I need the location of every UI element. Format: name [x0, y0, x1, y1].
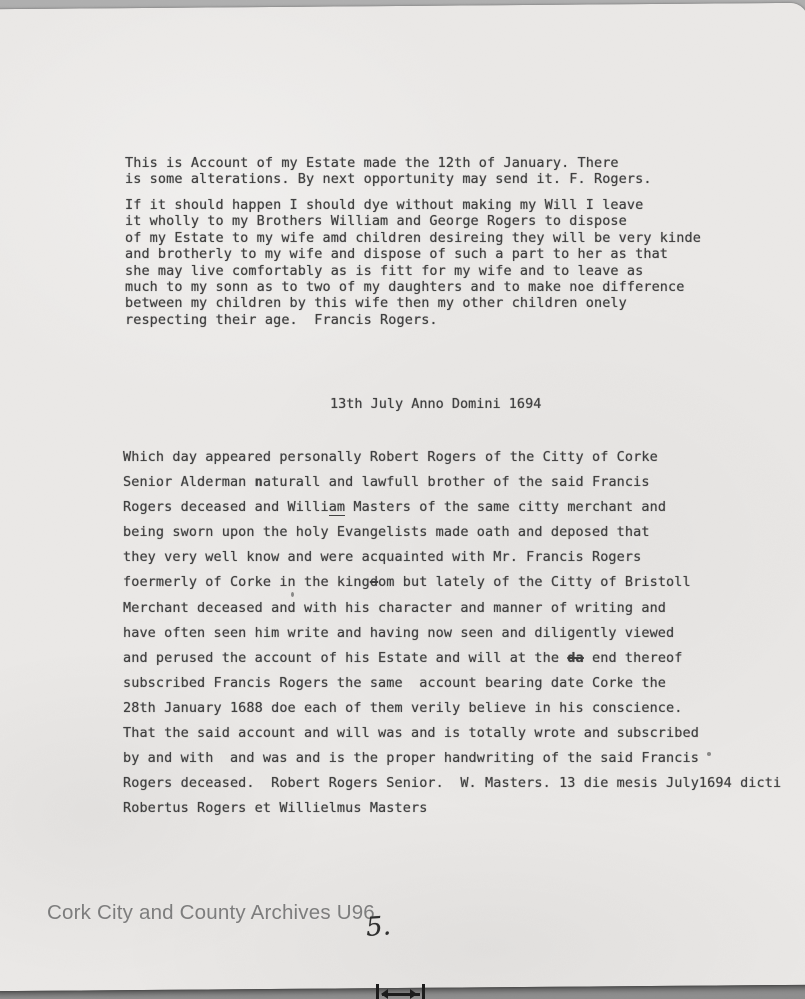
typed-line: Robertus Rogers et Willielmus Masters	[123, 800, 428, 817]
typed-line: Which day appeared personally Robert Rogers of the Citty of Corke	[123, 449, 658, 465]
ruler-arrow-icon	[376, 984, 428, 999]
typed-line: of my Estate to my wife amd children desireing they will be very kinde	[125, 229, 701, 246]
typed-line: being sworn upon the holy Evangelists made oath and deposed that	[123, 524, 650, 541]
typed-line: Merchant deceased and with his character and manner of writing and	[123, 599, 667, 616]
typed-line: If it should happen I should dye without making my Will I leave	[125, 197, 644, 213]
typed-line: subscribed Francis Rogers the same account bearing date Corke the	[123, 674, 667, 691]
typed-line: she may live comfortably as is fitt for my wife and to leave as	[125, 262, 644, 279]
probate-paragraph	[123, 445, 781, 821]
typed-line: That the said account and will was and is totally wrote and subscribed	[123, 725, 699, 742]
typed-line: foermerly of Corke in the kingdom but lately of the Citty of Bristoll	[123, 574, 691, 591]
typed-line: Senior Alderman naturall and lawfull brother of the said Francis	[123, 474, 650, 491]
will-paragraph	[125, 197, 701, 328]
typed-line: and perused the account of his Estate and will at the da end thereof	[123, 649, 683, 666]
date-heading: 13th July Anno Domini 1694	[330, 396, 542, 412]
typed-line: much to my sonn as to two of my daughters and to make noe difference	[125, 279, 685, 296]
typed-line: they very well know and were acquainted with Mr. Francis Rogers	[123, 549, 642, 566]
estate-note-paragraph	[125, 155, 652, 188]
typed-line: 28th January 1688 doe each of them verily believe in his conscience.	[123, 699, 683, 716]
typed-line: it wholly to my Brothers William and George Rogers to dispose	[125, 213, 627, 230]
typed-line: respecting their age. Francis Rogers.	[125, 311, 438, 328]
typed-line: This is Account of my Estate made the 12th of January. There	[125, 155, 619, 171]
typed-line: by and with and was and is the proper handwriting of the said Francis	[123, 750, 699, 767]
typed-line: Rogers deceased and William Masters of the same citty merchant and	[123, 499, 667, 516]
archive-watermark: Cork City and County Archives U96	[47, 901, 375, 924]
typed-line: and brotherly to my wife and dispose of such a part to her as that	[125, 246, 669, 263]
typed-line: between my children by this wife then my other children onely	[125, 295, 627, 312]
typed-line: Rogers deceased. Robert Rogers Senior. W. Masters. 13 die mesis July1694 dicti	[123, 775, 782, 792]
typed-line: have often seen him write and having now seen and diligently viewed	[123, 624, 675, 641]
typed-line: is some alterations. By next opportunity may send it. F. Rogers.	[125, 171, 652, 188]
handwritten-page-number: 5.	[364, 911, 392, 943]
ink-speck	[291, 592, 294, 597]
ink-speck	[707, 752, 711, 756]
